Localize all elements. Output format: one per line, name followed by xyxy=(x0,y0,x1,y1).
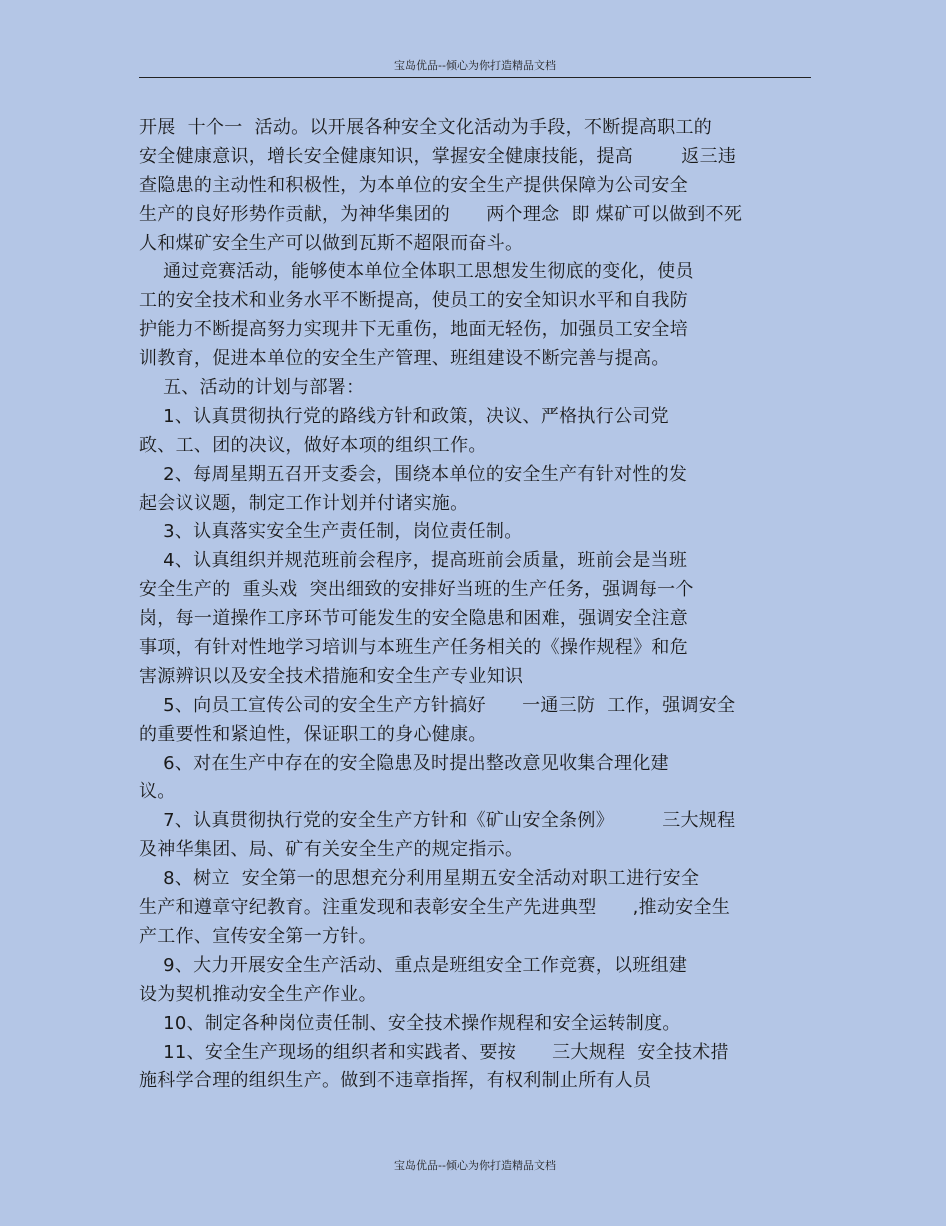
text-line: 安全健康意识，增长安全健康知识，掌握安全健康技能，提高 返三违 xyxy=(139,145,737,167)
text-line: 2、每周星期五召开支委会，围绕本单位的安全生产有针对性的发 xyxy=(139,463,688,485)
text-line: 4、认真组织并规范班前会程序，提高班前会质量，班前会是当班 xyxy=(139,550,688,572)
text-line: 人和煤矿安全生产可以做到瓦斯不超限而奋斗。 xyxy=(139,232,524,254)
text-line: 查隐患的主动性和积极性，为本单位的安全生产提供保障为公司安全 xyxy=(139,174,688,196)
document-body xyxy=(139,114,819,1096)
text-line: 的重要性和紧迫性，保证职工的身心健康。 xyxy=(139,723,487,745)
text-line: 设为契机推动安全生产作业。 xyxy=(139,983,377,1005)
text-line: 训教育，促进本单位的安全生产管理、班组建设不断完善与提高。 xyxy=(139,348,670,370)
text-line: 10、制定各种岗位责任制、安全技术操作规程和安全运转制度。 xyxy=(139,1012,681,1034)
text-line: 5、向员工宣传公司的安全生产方针搞好 一通三防 工作，强调安全 xyxy=(139,694,736,716)
text-line: 3、认真落实安全生产责任制，岗位责任制。 xyxy=(139,521,523,543)
text-line: 1、认真贯彻执行党的路线方针和政策，决议、严格执行公司党 xyxy=(139,405,669,427)
text-line: 安全生产的 重头戏 突出细致的安排好当班的生产任务，强调每一个 xyxy=(139,579,694,601)
text-line: 害源辨识以及安全技术措施和安全生产专业知识 xyxy=(139,665,524,687)
text-line: 事项，有针对性地学习培训与本班生产任务相关的《操作规程》和危 xyxy=(139,637,688,659)
text-line: 9、大力开展安全生产活动、重点是班组安全工作竞赛，以班组建 xyxy=(139,954,688,976)
text-line: 施科学合理的组织生产。做到不违章指挥，有权利制止所有人员 xyxy=(139,1070,652,1092)
text-line: 起会议议题，制定工作计划并付诸实施。 xyxy=(139,492,469,514)
text-line: 岗，每一道操作工序环节可能发生的安全隐患和困难，强调安全注意 xyxy=(139,608,688,630)
text-line: 8、树立 安全第一的思想充分利用星期五安全活动对职工进行安全 xyxy=(139,868,700,890)
text-line: 产工作、宣传安全第一方针。 xyxy=(139,925,377,947)
text-line: 生产的良好形势作贡献，为神华集团的 两个理念 即 煤矿可以做到不死 xyxy=(139,203,743,225)
text-line: 7、认真贯彻执行党的安全生产方针和《矿山安全条例》 三大规程 xyxy=(139,810,736,832)
header-divider xyxy=(139,77,811,78)
text-line: 6、对在生产中存在的安全隐患及时提出整改意见收集合理化建 xyxy=(139,752,669,774)
text-line: 议。 xyxy=(139,781,176,803)
text-line: 五、活动的计划与部署： xyxy=(139,377,365,399)
text-line: 护能力不断提高努力实现井下无重伤，地面无轻伤，加强员工安全培 xyxy=(139,319,688,341)
text-line: 工的安全技术和业务水平不断提高，使员工的安全知识水平和自我防 xyxy=(139,290,688,312)
text-line: 及神华集团、局、矿有关安全生产的规定指示。 xyxy=(139,839,524,861)
text-line: 通过竞赛活动，能够使本单位全体职工思想发生彻底的变化，使员 xyxy=(139,261,694,283)
text-line: 政、工、团的决议，做好本项的组织工作。 xyxy=(139,434,487,456)
text-line: 11、安全生产现场的组织者和实践者、要按 三大规程 安全技术措 xyxy=(139,1041,729,1063)
text-line: 生产和遵章守纪教育。注重发现和表彰安全生产先进典型 ,推动安全生 xyxy=(139,897,731,919)
page-header: 宝岛优品--倾心为你打造精品文档 xyxy=(394,59,556,72)
text-line: 开展 十个一 活动。以开展各种安全文化活动为手段，不断提高职工的 xyxy=(139,117,713,138)
page-footer: 宝岛优品--倾心为你打造精品文档 xyxy=(394,1159,556,1172)
